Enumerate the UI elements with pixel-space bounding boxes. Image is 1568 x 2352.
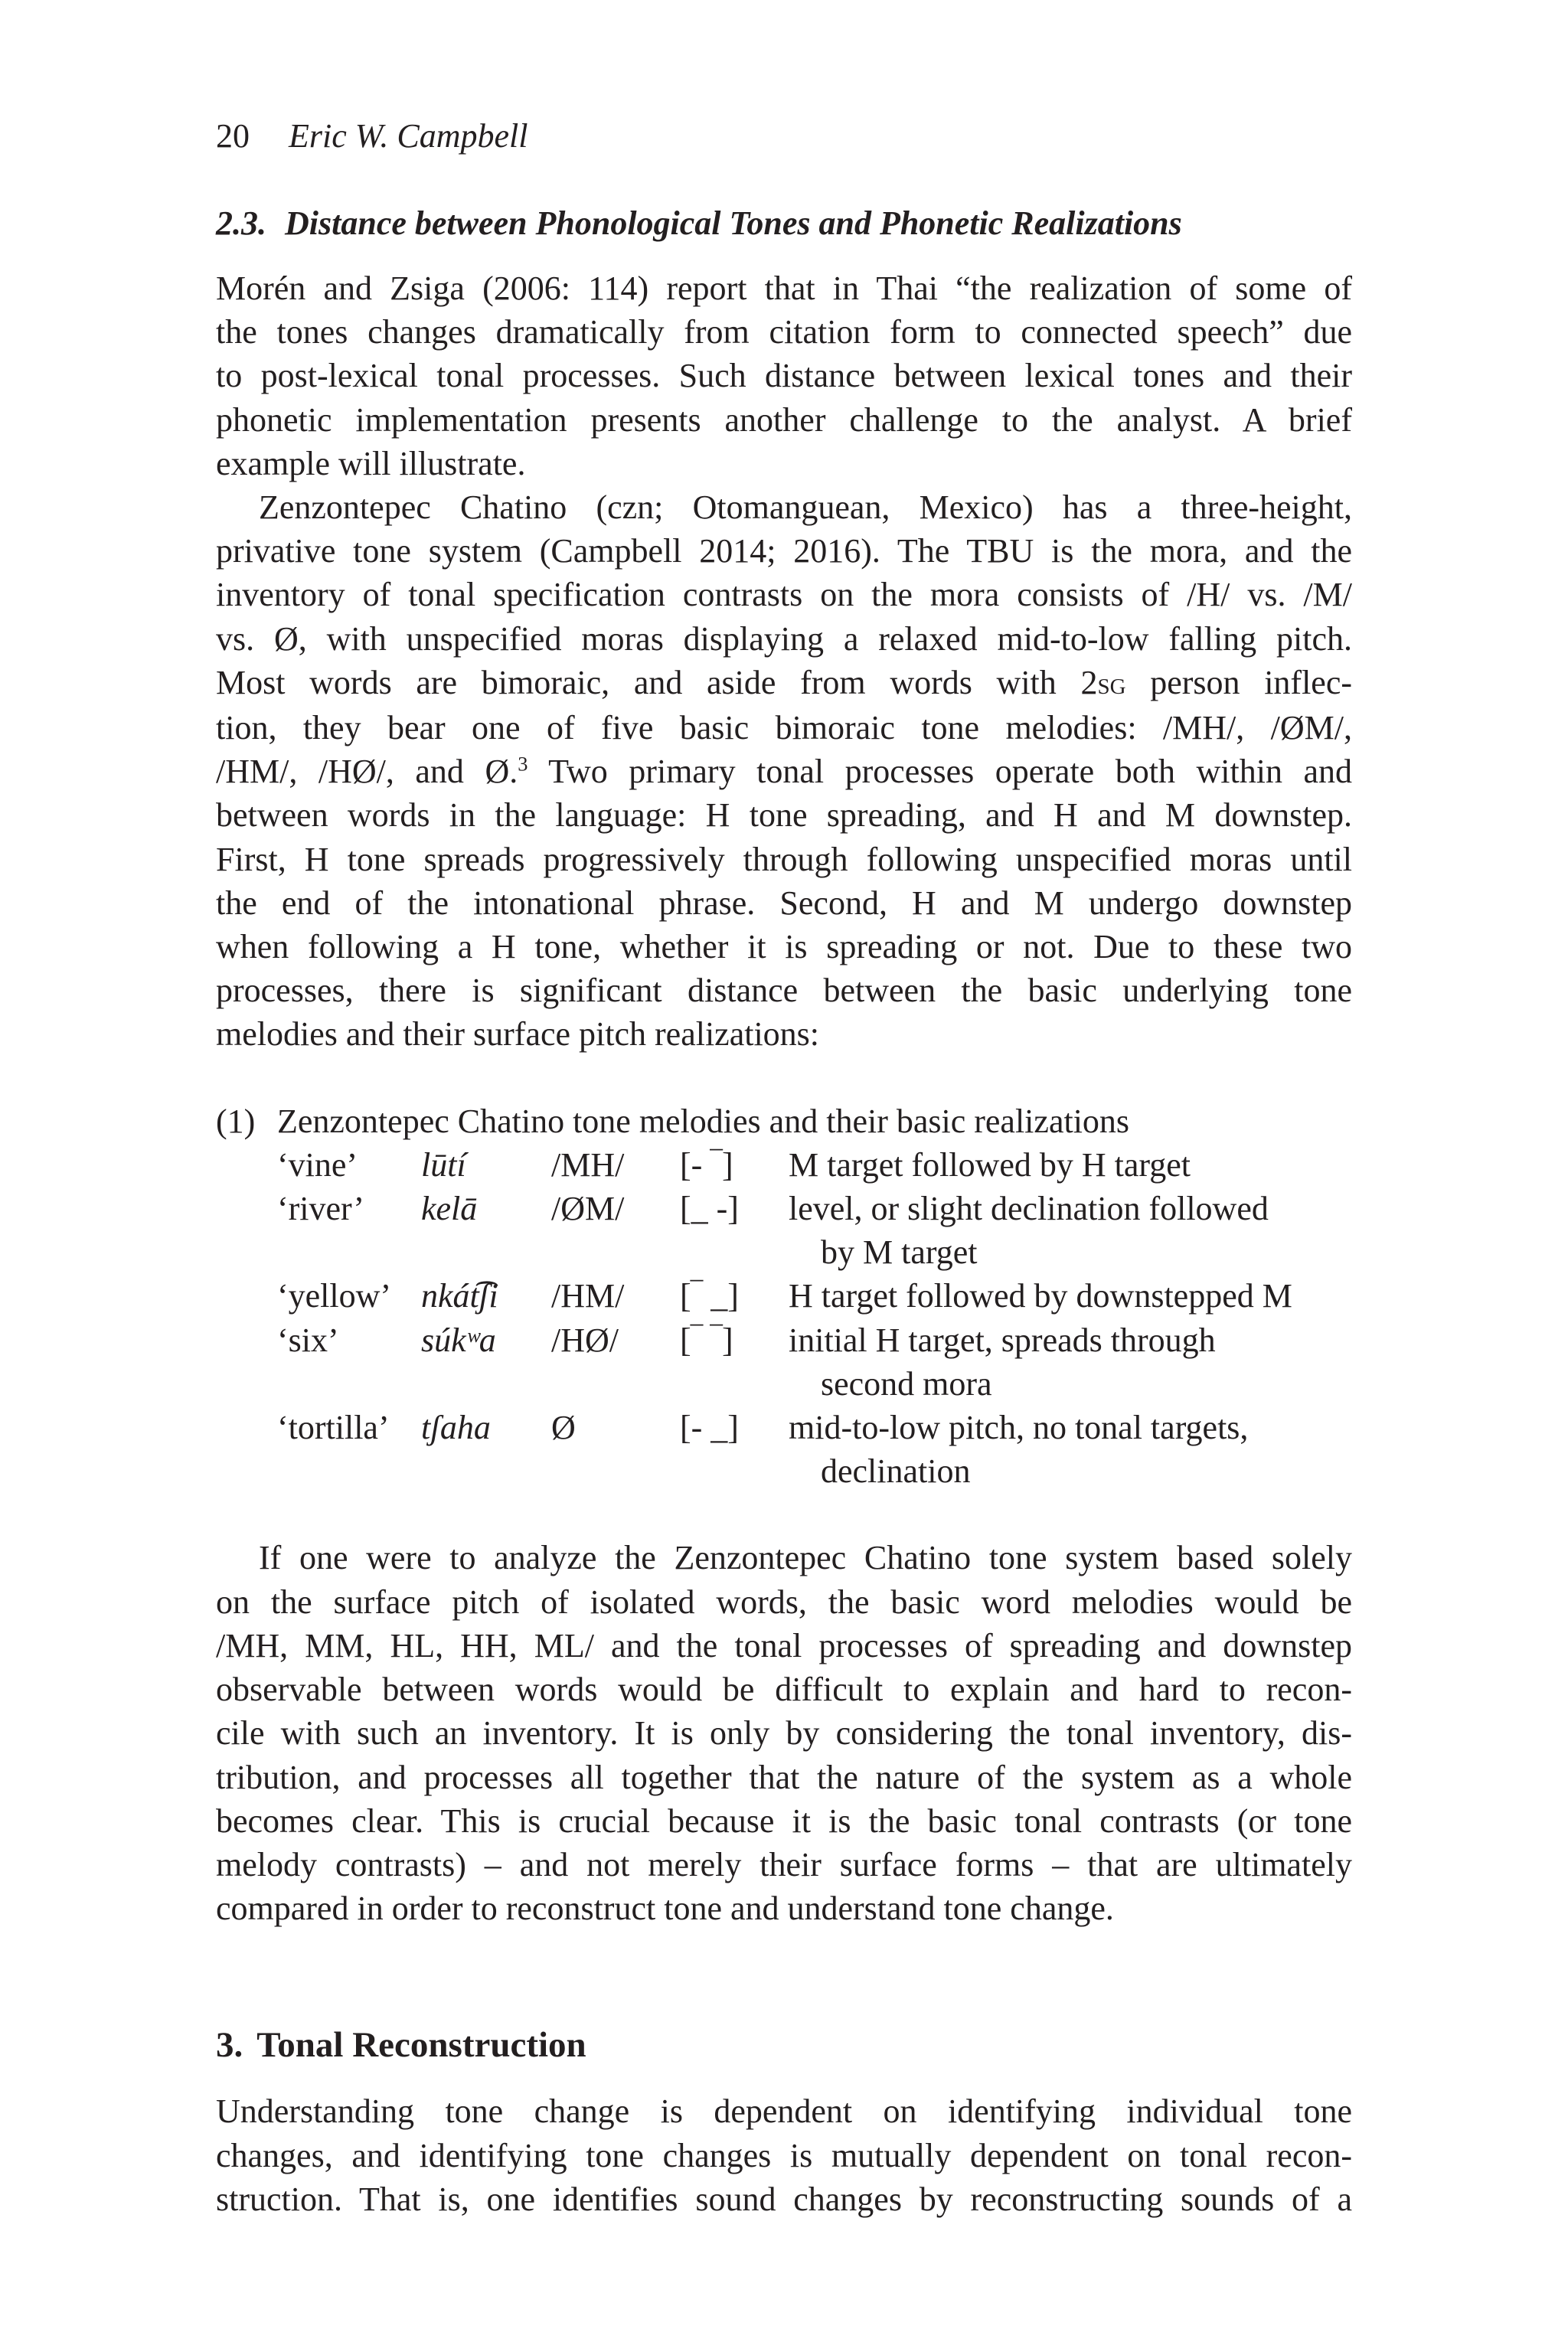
text-line: melody contrasts) – and not merely their surface forms – that are ultimately [216,1845,1352,1883]
description-continuation: declination [821,1452,971,1491]
text-line: Zenzontepec Chatino (czn; Otomanguean, Mexico) has a three-height, [259,488,1352,527]
book-page [216,115,1352,2221]
text-line: cile with such an inventory. It is only by considering the tonal inventory, dis- [216,1714,1352,1753]
example-1 [216,1099,1352,1494]
description-cell [789,1318,1292,1406]
text-line: phonetic implementation presents another challenge to the analyst. A brief [216,400,1352,439]
table-row [277,1274,1292,1318]
text-line: between words in the language: H tone spreading, and H and M downstep. [216,796,1352,835]
text-line: observable between words would be difficult to explain and hard to recon- [216,1671,1352,1709]
example-caption: Zenzontepec Chatino tone melodies and their basic realizations [277,1102,1130,1140]
text-line: /MH, MM, HL, HH, ML/ and the tonal processes of spreading and downstep [216,1626,1352,1664]
text-line: melodies and their surface pitch realizations: [216,1015,820,1054]
description-cell [789,1187,1292,1274]
section-number: 2.3. [216,204,266,242]
text-fragment: /HM/, /HØ/, and Ø. [216,753,518,791]
page-number: 20 [216,117,250,155]
description-text: M target followed by H target [789,1145,1191,1184]
text-line: tion, they bear one of five basic bimoraic tone melodies: /MH/, /ØM/, [216,709,1352,747]
running-head-author: Eric W. Campbell [289,117,528,155]
paragraph-analysis [216,1536,1352,1930]
table-row [277,1187,1292,1274]
description-cell [789,1406,1292,1493]
table-row [277,1406,1292,1493]
pitch-cell: [_ -] [680,1190,739,1228]
text-line: tribution, and processes all together that the nature of the system as a whole [216,1758,1352,1796]
description-text: initial H target, spreads through [789,1321,1216,1359]
text-line: becomes clear. This is crucial because it is the basic tonal contrasts (or tone [216,1802,1352,1840]
running-head [216,115,1352,158]
text-fragment: Most words are bimoraic, and aside from words with 2 [216,663,1098,701]
text-line: struction. That is, one identifies sound changes by reconstructing sounds of a [216,2180,1352,2218]
text-fragment: Two primary tonal processes operate both within and [528,753,1353,791]
section-title: Distance between Phonological Tones and Phonetic Realizations [285,204,1182,242]
pitch-cell: [‾ _] [680,1277,739,1315]
text-line: changes, and identifying tone changes is mutually dependent on tonal recon- [216,2136,1352,2174]
text-line: on the surface pitch of isolated words, the basic word melodies would be [216,1583,1352,1621]
description-text: H target followed by downstepped M [789,1277,1292,1315]
text-line [216,661,1352,706]
text-line: processes, there is significant distance between the basic underlying tone [216,972,1352,1010]
text-line: vs. Ø, with unspecified moras displaying a relaxed mid-to-low falling pitch. [216,619,1352,658]
text-line: the end of the intonational phrase. Second, H and M undergo downstep [216,884,1352,922]
pitch-cell: [‾ ‾] [680,1321,733,1359]
example-number: (1) [216,1102,256,1140]
table-row [277,1318,1292,1406]
gloss-cell: ‘six’ [277,1321,339,1359]
form-cell: tʃaha [421,1409,491,1447]
paragraph-reconstruction [216,2089,1352,2221]
melody-cell: Ø [551,1409,576,1447]
form-cell: kelā [421,1190,478,1228]
melody-cell: /HØ/ [551,1321,619,1359]
text-line: to post-lexical tonal processes. Such distance between lexical tones and their [216,357,1352,395]
gloss-cell: ‘river’ [277,1190,364,1228]
gloss-cell: ‘vine’ [277,1145,358,1184]
form-cell: lūtí [421,1145,466,1184]
melody-cell: /HM/ [551,1277,625,1315]
section-title: Tonal Reconstruction [256,2025,586,2066]
text-line: If one were to analyze the Zenzontepec Chatino tone system based solely [259,1539,1352,1577]
text-line: inventory of tonal specification contrasts on the mora consists of /H/ vs. /M/ [216,576,1352,614]
description-cell [789,1274,1292,1318]
section-heading-3 [216,2022,1352,2068]
melody-cell: /ØM/ [551,1190,625,1228]
description-text: mid-to-low pitch, no tonal targets, [789,1409,1249,1447]
footnote-marker[interactable]: 3 [518,752,528,776]
small-caps-sg: sg [1097,665,1126,701]
text-line: the tones changes dramatically from citation form to connected speech” due [216,313,1352,351]
text-line: when following a H tone, whether it is spreading or not. Due to these two [216,928,1352,966]
pitch-cell: [- ‾] [680,1145,733,1184]
example-header [216,1099,1352,1143]
text-line: privative tone system (Campbell 2014; 2016). The TBU is the mora, and the [216,532,1352,570]
text-fragment: person inflec- [1125,663,1353,701]
text-line [216,750,1352,793]
description-continuation: second mora [821,1364,992,1403]
paragraph-thai [216,266,1352,485]
gloss-cell: ‘yellow’ [277,1277,392,1315]
melody-cell: /MH/ [551,1145,625,1184]
text-line: compared in order to reconstruct tone and understand tone change. [216,1890,1114,1928]
paragraph-chatino [216,485,1352,1057]
table-row [277,1143,1292,1187]
text-line: Morén and Zsiga (2006: 114) report that in Thai “the realization of some of [216,270,1352,307]
tone-melody-table [277,1143,1292,1494]
pitch-cell: [- _] [680,1409,739,1447]
form-cell: nkát͡ʃi [421,1277,498,1315]
form-cell: súkʷa [421,1321,496,1359]
description-continuation: by M target [821,1233,978,1272]
section-heading-2-3 [216,201,1352,247]
text-line: Understanding tone change is dependent on identifying individual tone [216,2092,1352,2131]
text-line: First, H tone spreads progressively through following unspecified moras until [216,840,1352,878]
section-number: 3. [216,2025,243,2066]
gloss-cell: ‘tortilla’ [277,1409,390,1447]
description-text: level, or slight declination followed [789,1190,1269,1228]
description-cell [789,1143,1292,1187]
text-line: example will illustrate. [216,444,526,482]
